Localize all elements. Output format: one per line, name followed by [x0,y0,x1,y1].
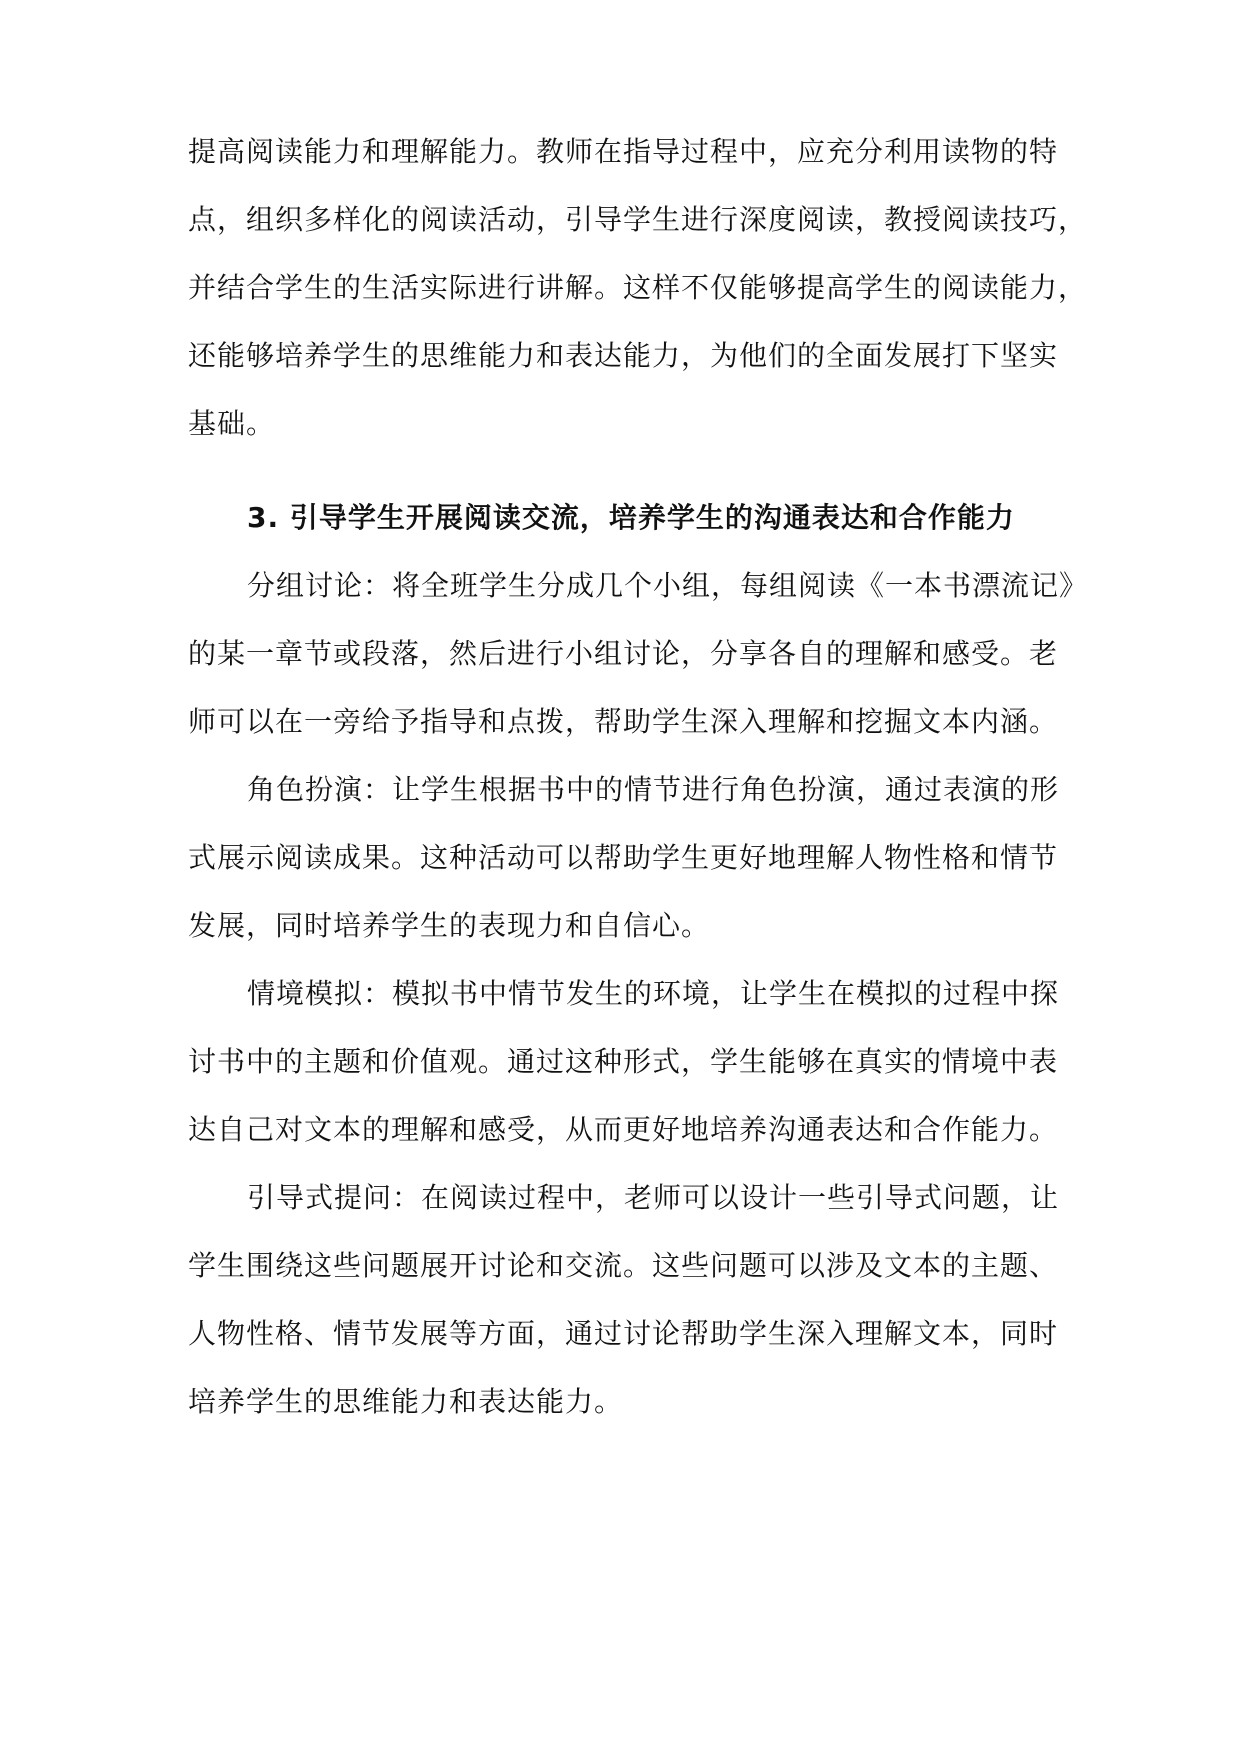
section-heading: 3. 引导学生开展阅读交流，培养学生的沟通表达和合作能力 [247,501,1015,534]
text-line: 情境模拟：模拟书中情节发生的环境，让学生在模拟的过程中探 [247,977,1060,1010]
text-line: 达自己对文本的理解和感受，从而更好地培养沟通表达和合作能力。 [188,1113,1059,1146]
text-line: 的某一章节或段落，然后进行小组讨论，分享各自的理解和感受。老 [188,637,1059,670]
text-line: 引导式提问：在阅读过程中，老师可以设计一些引导式问题，让 [247,1181,1060,1214]
text-line: 分组讨论：将全班学生分成几个小组，每组阅读《一本书漂流记》 [247,569,1089,602]
text-line: 讨书中的主题和价值观。通过这种形式，学生能够在真实的情境中表 [188,1045,1059,1078]
text-line: 培养学生的思维能力和表达能力。 [188,1385,624,1418]
text-line: 人物性格、情节发展等方面，通过讨论帮助学生深入理解文本，同时 [188,1317,1059,1350]
text-line: 点，组织多样化的阅读活动，引导学生进行深度阅读，教授阅读技巧， [188,203,1088,236]
text-line: 提高阅读能力和理解能力。教师在指导过程中，应充分利用读物的特 [188,135,1059,168]
text-line: 发展，同时培养学生的表现力和自信心。 [188,909,711,942]
text-line: 角色扮演：让学生根据书中的情节进行角色扮演，通过表演的形 [247,773,1060,806]
text-line: 还能够培养学生的思维能力和表达能力，为他们的全面发展打下坚实 [188,339,1059,372]
text-line: 师可以在一旁给予指导和点拨，帮助学生深入理解和挖掘文本内涵。 [188,705,1059,738]
text-line: 基础。 [188,407,276,440]
text-line: 学生围绕这些问题展开讨论和交流。这些问题可以涉及文本的主题、 [188,1249,1059,1282]
text-line: 式展示阅读成果。这种活动可以帮助学生更好地理解人物性格和情节 [188,841,1059,874]
text-line: 并结合学生的生活实际进行讲解。这样不仅能够提高学生的阅读能力， [188,271,1088,304]
